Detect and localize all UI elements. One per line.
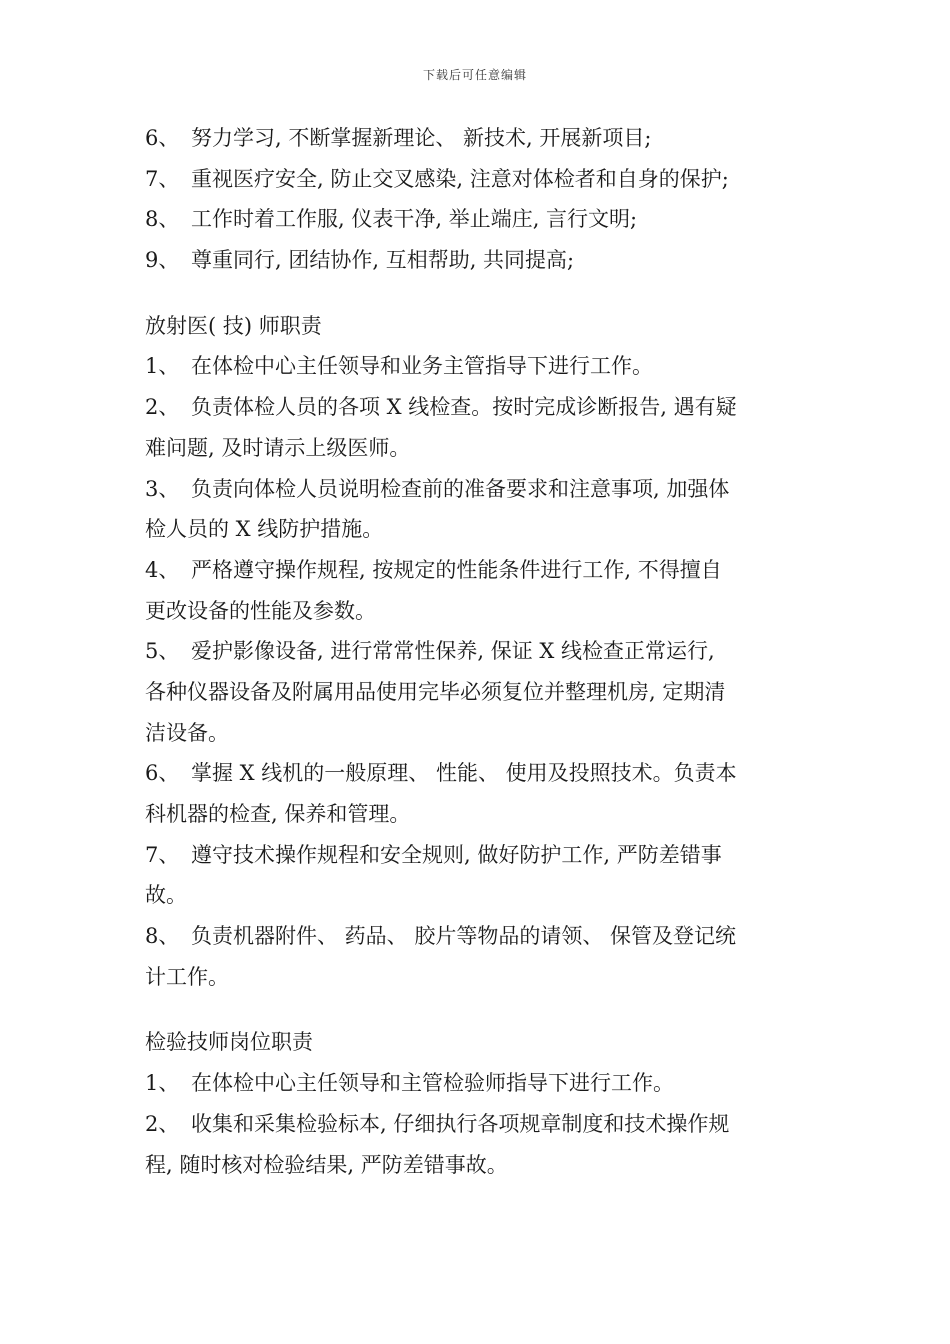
item-text: 收集和采集检验标本, 仔细执行各项规章制度和技术操作规: [191, 1111, 730, 1136]
list-item: [145, 835, 815, 876]
item-text-continuation: 故。: [145, 883, 187, 908]
item-text-continuation: 更改设备的性能及参数。: [145, 598, 376, 623]
item-text: 负责体检人员的各项 X 线检查。按时完成诊断报告, 遇有疑: [191, 395, 737, 420]
item-text: 在体检中心主任领导和主管检验师指导下进行工作。: [191, 1071, 674, 1096]
list-item: [145, 916, 815, 957]
list-item: [145, 159, 815, 200]
item-number: 1、: [145, 354, 180, 379]
list-item: [145, 631, 815, 672]
section-heading-lab: 检验技师岗位职责: [145, 1030, 313, 1055]
item-text-continuation: 洁设备。: [145, 720, 229, 745]
item-number: 9、: [145, 248, 180, 273]
item-number: 3、: [145, 476, 180, 501]
document-body: [145, 118, 815, 1185]
item-number: 5、: [145, 639, 180, 664]
item-text: 在体检中心主任领导和业务主管指导下进行工作。: [191, 354, 653, 379]
item-number: 4、: [145, 557, 180, 582]
list-item: [145, 118, 815, 159]
list-item: [145, 1063, 815, 1104]
list-item: [145, 1104, 815, 1145]
item-number: 8、: [145, 207, 180, 232]
item-text: 负责向体检人员说明检查前的准备要求和注意事项, 加强体: [191, 476, 730, 501]
item-text: 爱护影像设备, 进行常常性保养, 保证 X 线检查正常运行,: [191, 639, 715, 664]
item-text-continuation: 程, 随时核对检验结果, 严防差错事故。: [145, 1152, 508, 1177]
item-number: 2、: [145, 395, 180, 420]
item-text-continuation: 计工作。: [145, 964, 229, 989]
item-text-continuation: 科机器的检查, 保养和管理。: [145, 802, 411, 826]
list-item: [145, 199, 815, 240]
item-text: 尊重同行, 团结协作, 互相帮助, 共同提高;: [191, 248, 575, 273]
item-number: 7、: [145, 166, 180, 191]
item-number: 6、: [145, 126, 180, 150]
item-text-continuation: 检人员的 X 线防护措施。: [145, 517, 384, 542]
item-number: 2、: [145, 1111, 180, 1136]
item-text: 工作时着工作服, 仪表干净, 举止端庄, 言行文明;: [191, 207, 638, 232]
item-text: 重视医疗安全, 防止交叉感染, 注意对体检者和自身的保护;: [191, 166, 729, 191]
item-text: 努力学习, 不断掌握新理论、 新技术, 开展新项目;: [191, 126, 652, 150]
list-item: [145, 387, 815, 428]
item-text: 掌握 X 线机的一般原理、 性能、 使用及投照技术。负责本: [191, 761, 737, 786]
item-number: 7、: [145, 842, 180, 867]
section-heading-radiology: 放射医( 技) 师职责: [145, 313, 322, 338]
item-text-continuation: 难问题, 及时请示上级医师。: [145, 435, 411, 460]
item-number: 8、: [145, 924, 180, 949]
item-text: 严格遵守操作规程, 按规定的性能条件进行工作, 不得擅自: [191, 557, 722, 582]
list-item: [145, 550, 815, 591]
list-item: [145, 240, 815, 281]
list-item: [145, 469, 815, 510]
item-number: 1、: [145, 1071, 180, 1096]
list-item: [145, 346, 815, 387]
page-header: 下载后可任意编辑: [422, 68, 527, 82]
item-text: 遵守技术操作规程和安全规则, 做好防护工作, 严防差错事: [191, 842, 722, 867]
item-text-continuation: 各种仪器设备及附属用品使用完毕必须复位并整理机房, 定期清: [145, 679, 726, 704]
item-number: 6、: [145, 761, 180, 786]
list-item: [145, 753, 815, 794]
item-text: 负责机器附件、 药品、 胶片等物品的请领、 保管及登记统: [191, 924, 737, 949]
